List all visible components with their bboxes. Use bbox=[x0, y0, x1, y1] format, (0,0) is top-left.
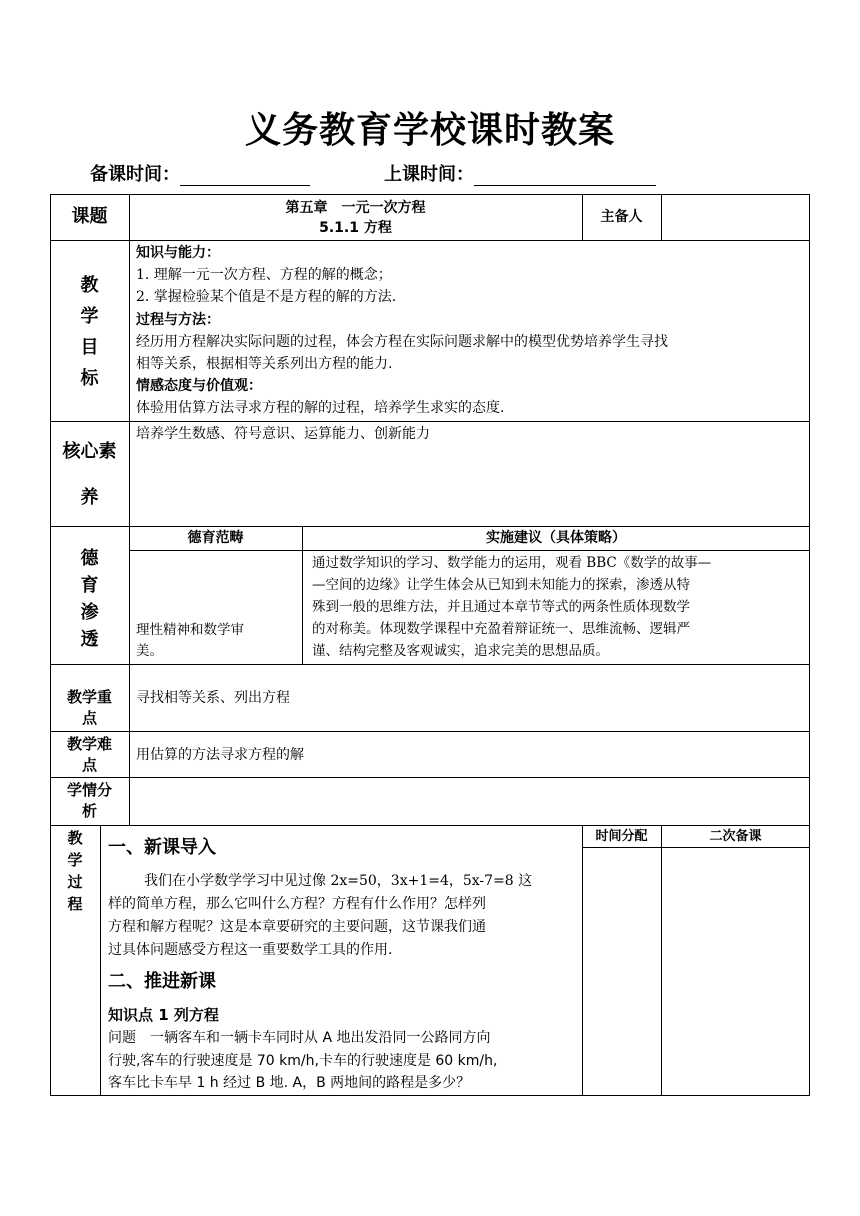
moral-category-header: 德育范畴 bbox=[187, 530, 244, 546]
divider bbox=[100, 825, 101, 1096]
topic-label: 课题 bbox=[71, 206, 108, 227]
objectives-label-char: 教 bbox=[80, 275, 99, 296]
objectives-heading-attitude: 情感态度与价值观： bbox=[136, 378, 262, 394]
time-allocation-header: 时间分配 bbox=[595, 829, 648, 844]
divider bbox=[582, 847, 810, 848]
objectives-heading-knowledge: 知识与能力： bbox=[136, 245, 220, 261]
moral-strategy-line: 的对称美。体现数学课程中充盈着辩证统一、思维流畅、逻辑严 bbox=[312, 621, 690, 637]
objectives-line: 2. 掌握检验某个值是不是方程的解的方法. bbox=[136, 289, 397, 305]
key-points-text: 寻找相等关系、列出方程 bbox=[136, 690, 290, 706]
process-label-char: 教 bbox=[67, 829, 83, 847]
problem-line: 问题 一辆客车和一辆卡车同时从 A 地出发沿同一公路同方向 bbox=[108, 1030, 491, 1046]
intro-paragraph-line: 方程和解方程呢？这是本章要研究的主要问题，这节课我们通 bbox=[108, 919, 486, 935]
difficulties-label-line2: 点 bbox=[81, 756, 97, 774]
objectives-label-char: 标 bbox=[80, 368, 99, 389]
moral-label-char: 渗 bbox=[80, 602, 99, 623]
divider bbox=[50, 731, 810, 732]
divider bbox=[50, 664, 810, 665]
difficulties-label-line1: 教学难 bbox=[66, 735, 112, 753]
core-label-line2: 养 bbox=[80, 487, 99, 508]
moral-label bbox=[50, 545, 129, 653]
objectives-label-char: 目 bbox=[80, 337, 99, 358]
moral-strategy-line: 谨、结构完整及客观诚实，追求完美的思想品质。 bbox=[312, 643, 609, 659]
prep-time-field bbox=[90, 160, 310, 186]
objectives-line: 体验用估算方法寻求方程的解的过程，培养学生求实的态度. bbox=[136, 400, 505, 416]
key-points-label-line1: 教学重 bbox=[66, 688, 112, 706]
moral-category-line: 理性精神和数学审 bbox=[136, 622, 244, 638]
objectives-line: 经历用方程解决实际问题的过程，体会方程在实际问题求解中的模型优势培养学生寻找 bbox=[136, 334, 668, 350]
second-prep-header: 二次备课 bbox=[709, 829, 762, 844]
preparer-label: 主备人 bbox=[600, 209, 643, 225]
moral-category-line: 美。 bbox=[136, 643, 163, 659]
intro-paragraph-line: 样的简单方程，那么它叫什么方程？方程有什么作用？怎样列 bbox=[108, 896, 486, 912]
divider bbox=[50, 421, 810, 422]
moral-strategy-line: 殊到一般的思维方法，并且通过本章节等式的两条性质体现数学 bbox=[312, 599, 690, 615]
divider bbox=[50, 777, 810, 778]
process-label-char: 过 bbox=[67, 873, 83, 891]
knowledge-point-title: 知识点 1 列方程 bbox=[108, 1006, 219, 1024]
analysis-label-line2: 析 bbox=[81, 802, 97, 820]
moral-strategy-line: —空间的边缘》让学生体会从已知到未知能力的探索，渗透从特 bbox=[312, 577, 690, 593]
difficulties-text: 用估算的方法寻求方程的解 bbox=[136, 747, 304, 763]
problem-line: 行驶,客车的行驶速度是 70 km/h,卡车的行驶速度是 60 km/h, bbox=[108, 1053, 498, 1069]
objectives-line: 相等关系，根据相等关系列出方程的能力. bbox=[136, 356, 393, 372]
process-label-char: 学 bbox=[67, 851, 83, 869]
divider bbox=[129, 550, 810, 551]
section-intro-title: 一、新课导入 bbox=[108, 837, 216, 858]
problem-line: 客车比卡车早 1 h 经过 B 地. A，B 两地间的路程是多少？ bbox=[108, 1075, 471, 1091]
core-label-line1: 核心素 bbox=[62, 441, 117, 462]
divider bbox=[50, 526, 810, 527]
intro-paragraph-line: 我们在小学数学学习中见过像 2x=50，3x+1=4，5x-7=8 这 bbox=[144, 873, 533, 889]
intro-paragraph-line: 过具体问题感受方程这一重要数学工具的作用. bbox=[108, 942, 393, 958]
divider bbox=[129, 194, 130, 825]
chapter-title: 第五章 一元一次方程 bbox=[285, 200, 426, 216]
process-label bbox=[50, 827, 100, 915]
prep-time-blank bbox=[180, 165, 310, 186]
objectives-heading-process: 过程与方法： bbox=[136, 312, 220, 328]
divider bbox=[661, 194, 662, 240]
key-points-label-line2: 点 bbox=[81, 709, 97, 727]
prep-time-label: 备课时间： bbox=[90, 164, 180, 185]
core-literacy-text: 培养学生数感、符号意识、运算能力、创新能力 bbox=[136, 426, 430, 442]
objectives-label-char: 学 bbox=[80, 306, 99, 327]
objectives-label bbox=[50, 270, 129, 394]
class-time-field bbox=[384, 160, 656, 186]
divider bbox=[582, 825, 583, 1096]
section-title: 5.1.1 方程 bbox=[319, 220, 392, 236]
process-label-char: 程 bbox=[67, 895, 83, 913]
section-new-lesson-title: 二、推进新课 bbox=[108, 971, 216, 992]
moral-label-char: 德 bbox=[80, 548, 99, 569]
objectives-line: 1. 理解一元一次方程、方程的解的概念； bbox=[136, 267, 392, 283]
moral-strategy-line: 通过数学知识的学习、数学能力的运用，观看 BBC《数学的故事— bbox=[312, 555, 712, 571]
divider bbox=[50, 240, 810, 241]
class-time-blank bbox=[474, 165, 656, 186]
analysis-label-line1: 学情分 bbox=[66, 781, 112, 799]
class-time-label: 上课时间： bbox=[384, 164, 474, 185]
moral-label-char: 育 bbox=[80, 575, 99, 596]
moral-strategy-header: 实施建议（具体策略） bbox=[486, 530, 626, 546]
divider bbox=[661, 825, 662, 1096]
moral-label-char: 透 bbox=[80, 629, 99, 650]
page-title: 义务教育学校课时教案 bbox=[244, 110, 615, 151]
